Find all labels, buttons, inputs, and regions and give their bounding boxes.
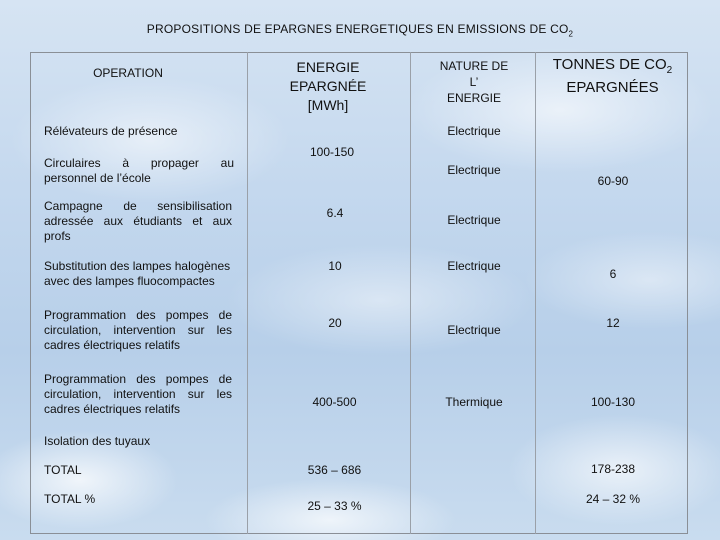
column-divider xyxy=(535,52,536,534)
title-text: PROPOSITIONS DE EPARGNES ENERGETIQUES EN EMISSIONS DE CO xyxy=(146,22,569,36)
header-tonnes-text: TONNES DE CO xyxy=(552,56,667,73)
row-energie: 6.4 xyxy=(326,206,344,220)
header-nature-line: NATURE DE xyxy=(439,59,509,73)
row-total-pct-energie: 25 – 33 % xyxy=(307,499,362,513)
column-divider xyxy=(410,52,411,534)
row-energie: 400-500 xyxy=(312,395,357,409)
header-energie-line: ENERGIE xyxy=(296,59,360,75)
header-tonnes-line1 xyxy=(540,56,685,79)
tonnes-merged-value: 60-90 xyxy=(597,174,629,188)
title-subscript: 2 xyxy=(568,29,574,39)
slide-title xyxy=(0,22,720,38)
row-nature: Electrique xyxy=(447,163,501,177)
row-total-pct-label: TOTAL % xyxy=(44,492,96,506)
header-nature-line: ENERGIE xyxy=(446,91,501,105)
header-tonnes-subscript: 2 xyxy=(666,65,673,76)
header-energie xyxy=(268,58,388,115)
row-nature: Electrique xyxy=(447,259,501,273)
header-tonnes xyxy=(540,56,685,96)
row-operation: Programmation des pompes de circulation, intervention sur les cadres électriques relatifs xyxy=(44,308,232,352)
row-operation: Programmation des pompes de circulation, intervention sur les cadres électriques relatifs xyxy=(44,372,232,416)
header-energie-line: EPARGNÉE xyxy=(289,78,367,94)
row-energie: 20 xyxy=(328,316,342,330)
row-operation: Campagne de sensibilisation adressée aux étudiants et aux profs xyxy=(44,199,232,243)
header-tonnes-line2: EPARGNÉES xyxy=(566,79,659,96)
row-operation: Rélévateurs de présence xyxy=(44,124,178,138)
row-nature: Electrique xyxy=(447,124,501,138)
header-energie-line: [MWh] xyxy=(307,97,349,113)
row-nature: Electrique xyxy=(447,323,501,337)
header-nature-line: L’ xyxy=(469,75,479,89)
row-tonnes: 12 xyxy=(606,316,620,330)
row-nature: Electrique xyxy=(447,213,501,227)
row-energie: 10 xyxy=(328,259,342,273)
row-total-label: TOTAL xyxy=(44,463,82,477)
header-operation: OPERATION xyxy=(93,66,163,80)
row-operation: Isolation des tuyaux xyxy=(44,434,151,448)
row-tonnes: 100-130 xyxy=(590,395,636,409)
header-nature xyxy=(420,58,528,106)
row-total-energie: 536 – 686 xyxy=(307,463,362,477)
energie-merged-value: 100-150 xyxy=(309,145,355,159)
column-divider xyxy=(247,52,248,534)
row-tonnes: 6 xyxy=(609,267,617,281)
row-operation: Substitution des lampes halogènes avec des lampes fluocompactes xyxy=(44,259,231,288)
row-total-pct-tonnes: 24 – 32 % xyxy=(585,492,641,506)
row-nature: Thermique xyxy=(445,395,503,409)
row-operation: Circulaires à propager au personnel de l’école xyxy=(44,156,234,185)
row-total-tonnes: 178-238 xyxy=(590,462,636,476)
